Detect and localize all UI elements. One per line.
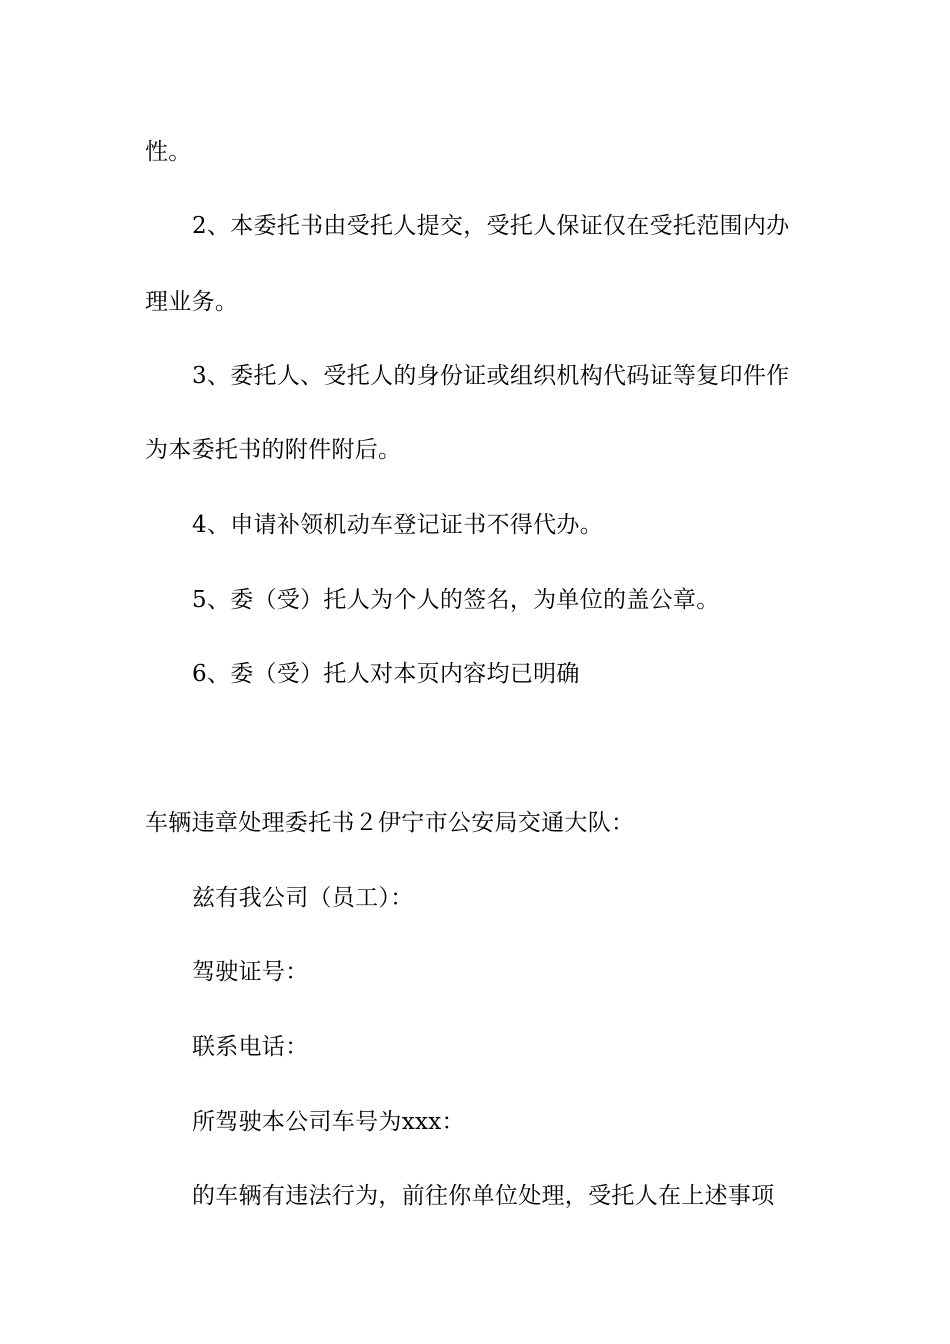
- section-heading-line: 车辆违章处理委托书２伊宁市公安局交通大队：: [145, 810, 635, 836]
- paragraph-line: 2、本委托书由受托人提交，受托人保证仅在受托范围内办: [192, 213, 790, 239]
- paragraph-line: 性。: [145, 139, 192, 165]
- paragraph-line: 兹有我公司（员工）：: [192, 885, 414, 911]
- paragraph-line: 的车辆有违法行为，前往你单位处理，受托人在上述事项: [192, 1183, 775, 1209]
- paragraph-line: 所驾驶本公司车号为xxx：: [192, 1109, 465, 1135]
- paragraph-line: 4、申请补领机动车登记证书不得代办。: [192, 512, 604, 538]
- paragraph-line: 联系电话：: [192, 1034, 309, 1060]
- paragraph-line: 为本委托书的附件附后。: [145, 437, 402, 463]
- paragraph-line: 5、委（受）托人为个人的签名，为单位的盖公章。: [192, 587, 720, 613]
- paragraph-line: 驾驶证号：: [192, 959, 309, 985]
- paragraph-line: 理业务。: [145, 289, 239, 315]
- paragraph-line: 6、委（受）托人对本页内容均已明确: [192, 661, 580, 687]
- paragraph-line: 3、委托人、受托人的身份证或组织机构代码证等复印件作: [192, 363, 790, 389]
